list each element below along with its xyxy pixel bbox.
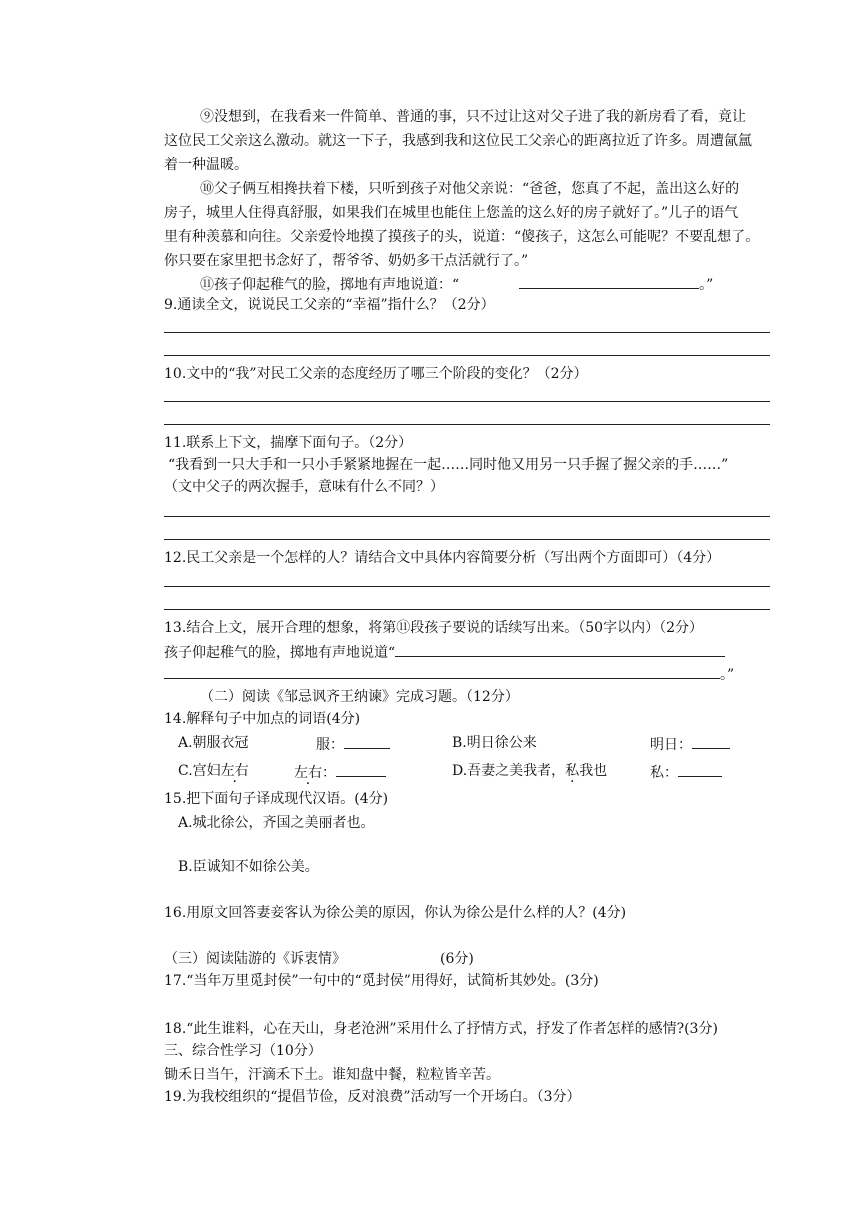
answer-line[interactable] [164,401,770,402]
answer-line[interactable] [164,332,770,333]
paragraph-9-line: 着一种温暖。 [164,157,248,173]
answer-blank-q13-cont[interactable] [164,664,720,679]
answer-line[interactable] [164,539,770,540]
answer-line[interactable] [164,355,770,356]
q14-b-answer [650,734,730,754]
q14-c-label-word: 左右 [294,765,322,781]
question-13-continuation [164,664,734,684]
answer-line[interactable] [164,609,770,610]
question-19: 19.为我校组织的“提倡节俭，反对浪费”活动写一个开场白。（3分） [164,1089,581,1105]
answer-blank-q13[interactable] [395,642,725,657]
section-3-score: (6分) [440,951,474,967]
question-11-hint: （文中父子的两次握手，意味有什么不同？） [164,479,444,495]
q14-c-label-colon: ： [322,765,336,781]
answer-blank-q14-d[interactable] [678,762,722,777]
question-16: 16.用原文回答妻妾客认为徐公美的原因，你认为徐公是什么样的人？(4分) [164,905,627,921]
part-3-heading: 三、综合性学习（10分） [164,1043,322,1059]
q14-item-a [178,734,249,752]
question-12: 12.民工父亲是一个怎样的人？请结合文中具体内容简要分析（写出两个方面即可）（4分） [164,550,721,566]
section-2-heading: （二）阅读《邹忌讽齐王纳谏》完成习题。（12分） [200,689,519,705]
paragraph-11-suffix: 。” [699,277,714,293]
answer-blank-q14-c[interactable] [336,762,386,777]
q14-d-post: 我也 [579,763,608,779]
question-13-prompt [164,642,725,662]
q14-a-label: 服： [316,737,344,753]
q14-d-answer [650,762,722,782]
q14-b-text: B.明日徐公来 [452,735,537,751]
answer-line[interactable] [164,424,770,425]
question-13: 13.结合上文，展开合理的想象，将第⑪段孩子要说的话续写出来。（50字以内）（2分） [164,620,703,636]
question-17: 17.“当年万里觅封侯”一句中的“觅封侯”用得好，试简析其妙处。(3分) [164,973,599,989]
paragraph-10-line: 房子，城里人住得真舒服，如果我们在城里也能住上您盖的这么好的房子就好了。”儿子的语气 [164,205,739,221]
paragraph-10-line: ⑩父子俩互相搀扶着下楼，只听到孩子对他父亲说：“爸爸，您真了不起，盖出这么好的 [200,181,740,197]
paragraph-11-prefix: ⑪孩子仰起稚气的脸，掷地有声地说道：“ [200,277,460,293]
q14-d-label: 私： [650,765,678,781]
q14-d-dotted-word: 私 [565,763,580,779]
q14-a-answer [316,734,390,754]
answer-line[interactable] [164,516,770,517]
question-15-b: B.臣诚知不如徐公美。 [178,859,319,875]
q14-c-dotted-word: 左右 [220,763,249,779]
paragraph-11 [200,274,713,294]
q14-d-pre: D.吾妻之美我者， [452,763,566,779]
question-18: 18.“此生谁料，心在天山，身老沧洲”采用什么了抒情方式，抒发了作者怎样的感情?(3分) [164,1021,718,1037]
paragraph-9-line: 这位民工父亲这么激动。就这一下子，我感到我和这位民工父亲心的距离拉近了许多。周遭氤氲 [164,133,752,149]
question-15: 15.把下面句子译成现代汉语。(4分) [164,791,389,807]
question-11: 11.联系上下文，揣摩下面句子。（2分） [164,435,413,451]
paragraph-10-line: 你只要在家里把书念好了，帮爷爷、奶奶多干点活就行了。” [164,253,529,269]
paragraph-9-line: ⑨没想到，在我看来一件简单、普通的事，只不过让这对父子进了我的新房看了看，竟让 [200,109,746,125]
question-14: 14.解释句子中加点的词语(4分) [164,711,361,727]
question-9: 9.通读全文，说说民工父亲的“幸福”指什么？（2分） [164,297,495,313]
answer-blank-q14-b[interactable] [692,734,730,749]
answer-blank-q14-a[interactable] [344,734,390,749]
answer-blank-p11[interactable] [519,274,699,289]
question-13-prompt-text: 孩子仰起稚气的脸，掷地有声地说道“ [164,645,396,661]
question-10: 10.文中的“我”对民工父亲的态度经历了哪三个阶段的变化？（2分） [164,366,588,382]
paragraph-10-line: 里有种羡慕和向往。父亲爱怜地摸了摸孩子的头，说道：“傻孩子，这怎么可能呢？不要乱想了。 [164,229,760,245]
q14-item-d [452,762,607,780]
q14-b-label: 明日： [650,737,692,753]
answer-line[interactable] [164,586,770,587]
question-11-quote: “我看到一只大手和一只小手紧紧地握在一起……同时他又用另一只手握了握父亲的手……” [168,457,729,473]
q14-a-text: A.朝服衣冠 [178,735,249,751]
spacer [459,275,519,289]
q14-item-c [178,762,249,780]
section-3-heading: （三）阅读陆游的《诉衷情》 [164,951,346,967]
q14-c-pre: C.宫妇 [178,763,221,779]
q14-c-answer [294,762,386,782]
question-13-end: 。” [720,667,735,683]
poem-line: 锄禾日当午，汗滴禾下土。谁知盘中餐，粒粒皆辛苦。 [164,1067,500,1083]
q14-item-b [452,734,537,752]
question-15-a: A.城北徐公，齐国之美丽者也。 [178,815,375,831]
